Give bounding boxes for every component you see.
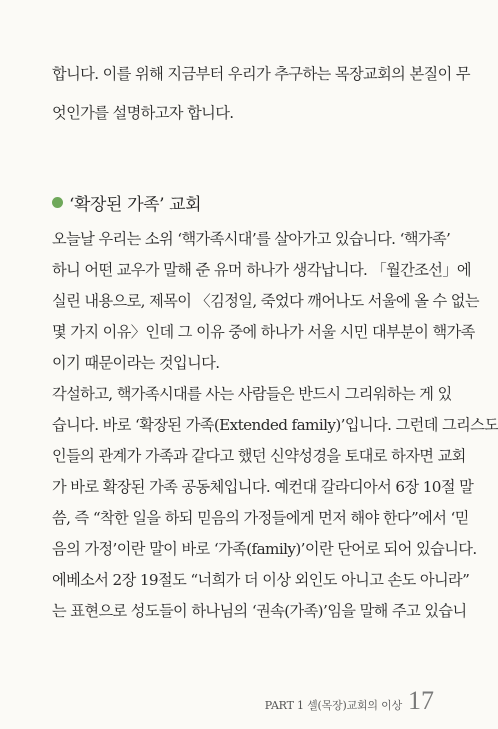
body-line: 몇 가지 이유〉인데 그 이유 중에 하나가 서울 시민 대부분이 핵가족 — [52, 323, 475, 341]
body-line: 는 표현으로 성도들이 하나님의 ‘권속(가족)’임을 말해 주고 있습니 — [52, 602, 467, 620]
body-line: 씀, 즉 “착한 일을 하되 믿음의 가정들에게 먼저 해야 한다”에서 ‘믿 — [52, 509, 469, 527]
section-heading-text: ‘확장된 가족’ 교회 — [69, 194, 202, 215]
body-line: 각설하고, 핵가족시대를 사는 사람들은 반드시 그리워하는 게 있 — [52, 385, 452, 403]
body-line: 에베소서 2장 19절도 “너희가 더 이상 외인도 아니고 손도 아니라” — [52, 571, 470, 589]
body-line: 실린 내용으로, 제목이 〈김정일, 죽었다 깨어나도 서울에 올 수 없는 — [52, 292, 479, 310]
section-heading — [52, 190, 201, 214]
page-number: 17 — [408, 686, 434, 715]
body-line: 인들의 관계가 가족과 같다고 했던 신약성경을 토대로 하자면 교회 — [52, 447, 466, 465]
intro-line: 합니다. 이를 위해 지금부터 우리가 추구하는 목장교회의 본질이 무 — [52, 65, 470, 83]
page-footer — [265, 686, 434, 716]
body-line: 오늘날 우리는 소위 ‘핵가족시대’를 살아가고 있습니다. ‘핵가족’ — [52, 230, 451, 248]
green-bullet-icon — [52, 197, 63, 208]
body-line: 가 바로 확장된 가족 공동체입니다. 예컨대 갈라디아서 6장 10절 말 — [52, 478, 474, 496]
body-line: 하니 어떤 교우가 말해 준 유머 하나가 생각납니다. 「월간조선」에 — [52, 261, 472, 279]
body-line: 음의 가정’이란 말이 바로 ‘가족(family)’이란 단어로 되어 있습니다. — [52, 540, 477, 558]
intro-line: 엇인가를 설명하고자 합니다. — [52, 104, 234, 122]
body-line: 습니다. 바로 ‘확장된 가족(Extended family)’입니다. 그런데 그리스도 — [52, 416, 498, 434]
body-line: 이기 때문이라는 것입니다. — [52, 354, 220, 372]
running-footer-title: PART 1 셀(목장)교회의 이상 — [264, 699, 402, 712]
